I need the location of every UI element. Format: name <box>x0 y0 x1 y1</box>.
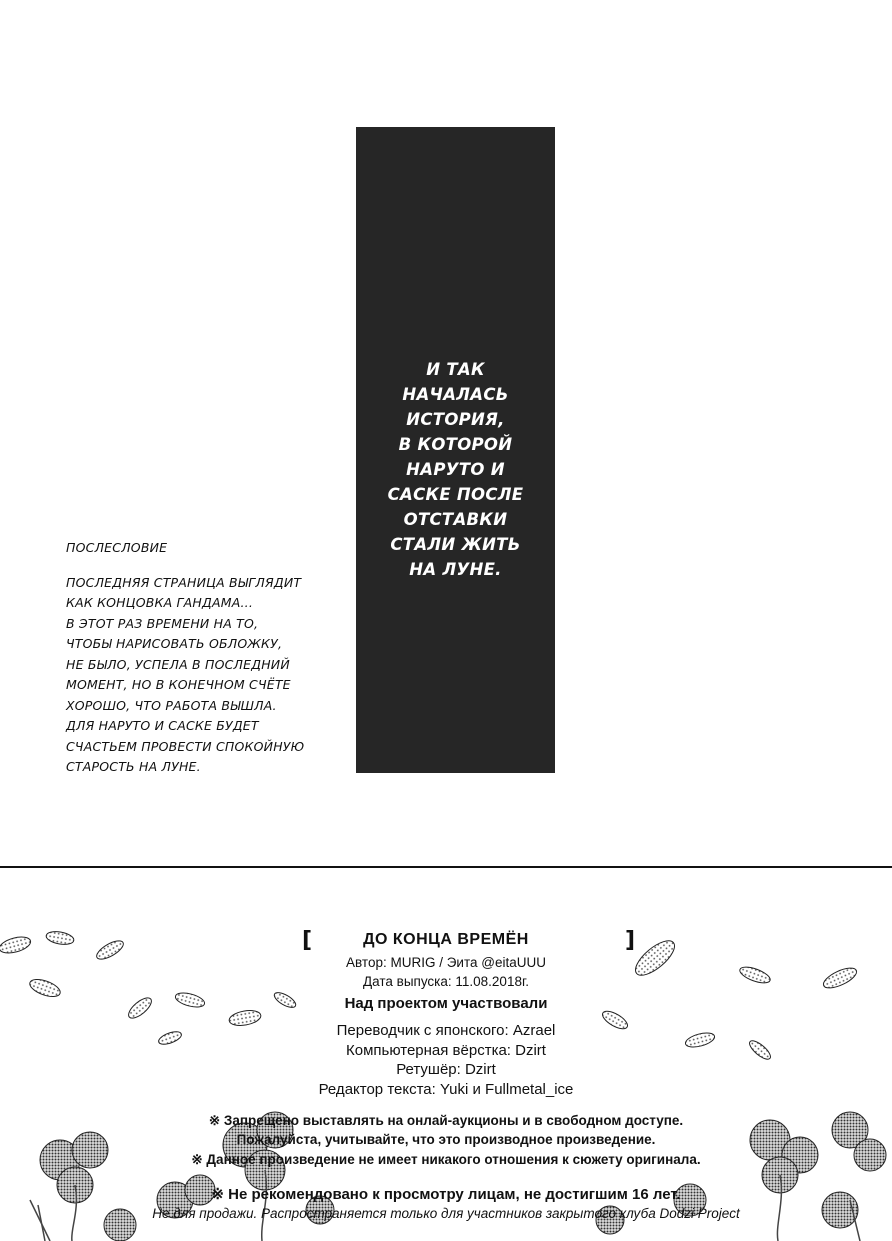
afterword-line: СТАРОСТЬ НА ЛУНЕ. <box>66 759 201 774</box>
credits-notice: ※ Данное произведение не имеет никакого отношения к сюжету оригинала. <box>191 1152 701 1167</box>
afterword-line: ПОСЛЕДНЯЯ СТРАНИЦА ВЫГЛЯДИТ <box>66 574 302 590</box>
credits-author: Автор: MURIG / Эита @eitaUUU <box>346 955 546 970</box>
narration-line: НАРУТО И <box>406 460 505 479</box>
credits-release-date: Дата выпуска: 11.08.2018г. <box>363 974 529 989</box>
afterword-line: НЕ БЫЛО, УСПЕЛА В ПОСЛЕДНИЙ <box>66 656 290 672</box>
credits-distribution-notice: Не для продажи. Распространяется только для участников закрытого клуба Dodzi Project <box>152 1206 740 1221</box>
afterword-title: ПОСЛЕСЛОВИЕ <box>66 540 168 555</box>
afterword-block <box>66 538 346 778</box>
afterword-line: СЧАСТЬЕМ ПРОВЕСТИ СПОКОЙНУЮ <box>66 738 305 754</box>
credits-editor: Редактор текста: Yuki и Fullmetal_ice <box>318 1081 574 1098</box>
credits-notice: Пожалуйста, учитывайте, что это производное произведение. <box>236 1132 656 1147</box>
credits-age-notice: ※ Не рекомендовано к просмотру лицам, не достигшим 16 лет. <box>211 1186 681 1203</box>
credits-title: ДО КОНЦА ВРЕМЁН <box>363 931 529 948</box>
afterword-line: В ЭТОТ РАЗ ВРЕМЕНИ НА ТО, <box>66 615 259 631</box>
narration-line: НАЧАЛАСЬ <box>402 385 509 404</box>
narration-line: И ТАК <box>426 360 485 379</box>
narration-line: В КОТОРОЙ <box>398 435 513 454</box>
narration-panel <box>356 127 555 773</box>
title-bracket-right: ] <box>625 928 636 953</box>
credits-notice: ※ Запрещено выставлять на онлай-аукционы и в свободном доступе. <box>208 1113 684 1128</box>
credits-participants-heading: Над проектом участвовали <box>344 995 548 1012</box>
afterword-line: МОМЕНТ, НО В КОНЕЧНОМ СЧЁТЕ <box>66 677 291 692</box>
afterword-line: ДЛЯ НАРУТО И САСКЕ БУДЕТ <box>66 718 259 733</box>
narration-line: ОТСТАВКИ <box>403 510 508 529</box>
afterword-line: ЧТОБЫ НАРИСОВАТЬ ОБЛОЖКУ, <box>66 636 283 651</box>
narration-text <box>356 357 555 582</box>
narration-line: ИСТОРИЯ, <box>406 410 505 429</box>
afterword-line: ХОРОШО, ЧТО РАБОТА ВЫШЛА. <box>66 697 277 713</box>
narration-line: СТАЛИ ЖИТЬ <box>390 535 521 554</box>
narration-line: САСКЕ ПОСЛЕ <box>387 485 524 504</box>
section-divider <box>0 866 892 868</box>
credits-typesetter: Компьютерная вёрстка: Dzirt <box>346 1042 546 1059</box>
credits-translator: Переводчик с японского: Azrael <box>336 1022 556 1039</box>
narration-line: НА ЛУНЕ. <box>409 560 502 579</box>
afterword-line: КАК КОНЦОВКА ГАНДАМА... <box>66 595 253 610</box>
title-bracket-left: [ <box>302 928 313 953</box>
credits-retoucher: Ретушёр: Dzirt <box>396 1061 496 1078</box>
